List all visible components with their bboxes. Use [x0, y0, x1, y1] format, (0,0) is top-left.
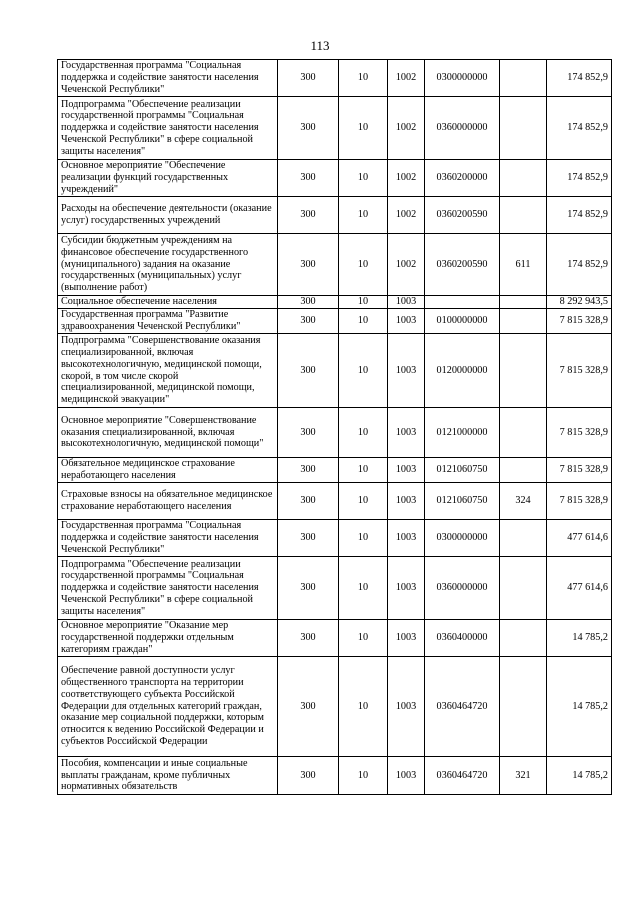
row-expense-type-code	[500, 309, 547, 334]
row-description: Государственная программа "Развитие здравоохранения Чеченской Республики"	[58, 309, 278, 334]
row-section-code: 10	[339, 657, 388, 757]
row-ministry-code: 300	[278, 160, 339, 197]
row-section-code: 10	[339, 97, 388, 160]
row-subsection-code: 1003	[388, 557, 425, 620]
row-expense-type-code	[500, 408, 547, 458]
row-target-code: 0360464720	[425, 657, 500, 757]
row-description: Социальное обеспечение населения	[58, 296, 278, 309]
row-target-code: 0120000000	[425, 334, 500, 408]
row-ministry-code: 300	[278, 296, 339, 309]
row-description: Пособия, компенсации и иные социальные выплаты гражданам, кроме публичных нормативных обязательств	[58, 757, 278, 795]
row-description: Страховые взносы на обязательное медицинское страхование неработающего населения	[58, 483, 278, 520]
row-section-code: 10	[339, 197, 388, 234]
row-target-code: 0121060750	[425, 483, 500, 520]
row-section-code: 10	[339, 557, 388, 620]
budget-table	[57, 59, 612, 795]
row-expense-type-code	[500, 458, 547, 483]
row-amount: 14 785,2	[547, 657, 612, 757]
row-expense-type-code	[500, 620, 547, 657]
row-ministry-code: 300	[278, 520, 339, 557]
row-section-code: 10	[339, 234, 388, 296]
row-description: Основное мероприятие "Оказание мер государственной поддержки отдельным категориям граждан"	[58, 620, 278, 657]
row-amount: 14 785,2	[547, 620, 612, 657]
row-section-code: 10	[339, 757, 388, 795]
row-section-code: 10	[339, 520, 388, 557]
row-target-code: 0360000000	[425, 557, 500, 620]
row-expense-type-code	[500, 520, 547, 557]
row-description: Государственная программа "Социальная поддержка и содействие занятости населения Чеченской Республики"	[58, 60, 278, 97]
row-ministry-code: 300	[278, 757, 339, 795]
row-description: Подпрограмма "Совершенствование оказания специализированной, включая высокотехнологичную, медицинской помощи, скорой, в том числе скорой специализированной, медицинской помощи, медицинской эвакуации"	[58, 334, 278, 408]
row-amount: 7 815 328,9	[547, 309, 612, 334]
row-description: Основное мероприятие "Обеспечение реализации функций государственных учреждений"	[58, 160, 278, 197]
row-target-code: 0360200590	[425, 197, 500, 234]
row-subsection-code: 1003	[388, 483, 425, 520]
row-section-code: 10	[339, 334, 388, 408]
row-ministry-code: 300	[278, 483, 339, 520]
row-target-code: 0300000000	[425, 60, 500, 97]
row-amount: 7 815 328,9	[547, 483, 612, 520]
row-expense-type-code	[500, 60, 547, 97]
row-subsection-code: 1002	[388, 97, 425, 160]
table-row	[58, 334, 612, 408]
row-subsection-code: 1002	[388, 234, 425, 296]
row-expense-type-code	[500, 97, 547, 160]
table-row	[58, 296, 612, 309]
row-subsection-code: 1003	[388, 458, 425, 483]
row-section-code: 10	[339, 408, 388, 458]
row-expense-type-code	[500, 296, 547, 309]
row-subsection-code: 1003	[388, 520, 425, 557]
row-expense-type-code	[500, 557, 547, 620]
row-amount: 7 815 328,9	[547, 408, 612, 458]
row-description: Обязательное медицинское страхование неработающего населения	[58, 458, 278, 483]
row-amount: 8 292 943,5	[547, 296, 612, 309]
table-row	[58, 757, 612, 795]
row-target-code: 0360200000	[425, 160, 500, 197]
row-ministry-code: 300	[278, 309, 339, 334]
row-section-code: 10	[339, 60, 388, 97]
row-target-code: 0121000000	[425, 408, 500, 458]
row-ministry-code: 300	[278, 557, 339, 620]
row-subsection-code: 1002	[388, 160, 425, 197]
row-amount: 7 815 328,9	[547, 458, 612, 483]
row-expense-type-code	[500, 197, 547, 234]
row-expense-type-code: 611	[500, 234, 547, 296]
row-subsection-code: 1002	[388, 197, 425, 234]
table-row	[58, 620, 612, 657]
row-amount: 174 852,9	[547, 97, 612, 160]
row-target-code: 0100000000	[425, 309, 500, 334]
row-description: Подпрограмма "Обеспечение реализации государственной программы "Социальная поддержка и содействие занятости населения Чеченской Республики" в сфере социальной защиты населения"	[58, 97, 278, 160]
table-row	[58, 657, 612, 757]
table-row	[58, 60, 612, 97]
row-subsection-code: 1003	[388, 296, 425, 309]
row-ministry-code: 300	[278, 334, 339, 408]
row-section-code: 10	[339, 483, 388, 520]
row-section-code: 10	[339, 160, 388, 197]
table-row	[58, 160, 612, 197]
table-row	[58, 520, 612, 557]
row-subsection-code: 1003	[388, 620, 425, 657]
table-row	[58, 97, 612, 160]
row-section-code: 10	[339, 296, 388, 309]
row-ministry-code: 300	[278, 97, 339, 160]
row-expense-type-code: 321	[500, 757, 547, 795]
row-subsection-code: 1003	[388, 334, 425, 408]
table-row	[58, 309, 612, 334]
row-amount: 174 852,9	[547, 197, 612, 234]
row-section-code: 10	[339, 620, 388, 657]
row-ministry-code: 300	[278, 408, 339, 458]
row-description: Субсидии бюджетным учреждениям на финансовое обеспечение государственного (муниципального) задания на оказание государственных (муниципальных) услуг (выполнение работ)	[58, 234, 278, 296]
row-amount: 174 852,9	[547, 234, 612, 296]
row-description: Основное мероприятие "Совершенствование оказания специализированной, включая высокотехнологичную, медицинской помощи"	[58, 408, 278, 458]
table-row	[58, 557, 612, 620]
row-description: Расходы на обеспечение деятельности (оказание услуг) государственных учреждений	[58, 197, 278, 234]
row-amount: 14 785,2	[547, 757, 612, 795]
row-ministry-code: 300	[278, 458, 339, 483]
row-amount: 477 614,6	[547, 557, 612, 620]
table-row	[58, 234, 612, 296]
row-target-code: 0360000000	[425, 97, 500, 160]
row-description: Подпрограмма "Обеспечение реализации государственной программы "Социальная поддержка и содействие занятости населения Чеченской Республики" в сфере социальной защиты населения"	[58, 557, 278, 620]
row-target-code: 0300000000	[425, 520, 500, 557]
row-amount: 174 852,9	[547, 60, 612, 97]
page-number: 113	[310, 38, 330, 53]
table-row	[58, 197, 612, 234]
table-row	[58, 458, 612, 483]
row-target-code: 0360464720	[425, 757, 500, 795]
row-ministry-code: 300	[278, 197, 339, 234]
row-ministry-code: 300	[278, 234, 339, 296]
row-ministry-code: 300	[278, 620, 339, 657]
row-subsection-code: 1003	[388, 757, 425, 795]
row-expense-type-code	[500, 657, 547, 757]
row-expense-type-code	[500, 160, 547, 197]
row-expense-type-code: 324	[500, 483, 547, 520]
table-row	[58, 408, 612, 458]
row-subsection-code: 1003	[388, 309, 425, 334]
row-section-code: 10	[339, 458, 388, 483]
row-subsection-code: 1002	[388, 60, 425, 97]
row-section-code: 10	[339, 309, 388, 334]
row-target-code: 0360400000	[425, 620, 500, 657]
row-amount: 477 614,6	[547, 520, 612, 557]
table-row	[58, 483, 612, 520]
row-ministry-code: 300	[278, 60, 339, 97]
row-subsection-code: 1003	[388, 657, 425, 757]
row-ministry-code: 300	[278, 657, 339, 757]
row-target-code: 0360200590	[425, 234, 500, 296]
row-target-code: 0121060750	[425, 458, 500, 483]
row-expense-type-code	[500, 334, 547, 408]
row-subsection-code: 1003	[388, 408, 425, 458]
row-description: Обеспечение равной доступности услуг общественного транспорта на территории соответствующего субъекта Российской Федерации для отдельных категорий граждан, оказание мер социальной поддержки, которым относится к ведению Российской Федерации и субъектов Российской Федерации	[58, 657, 278, 757]
row-description: Государственная программа "Социальная поддержка и содействие занятости населения Чеченской Республики"	[58, 520, 278, 557]
row-amount: 7 815 328,9	[547, 334, 612, 408]
row-amount: 174 852,9	[547, 160, 612, 197]
row-target-code	[425, 296, 500, 309]
